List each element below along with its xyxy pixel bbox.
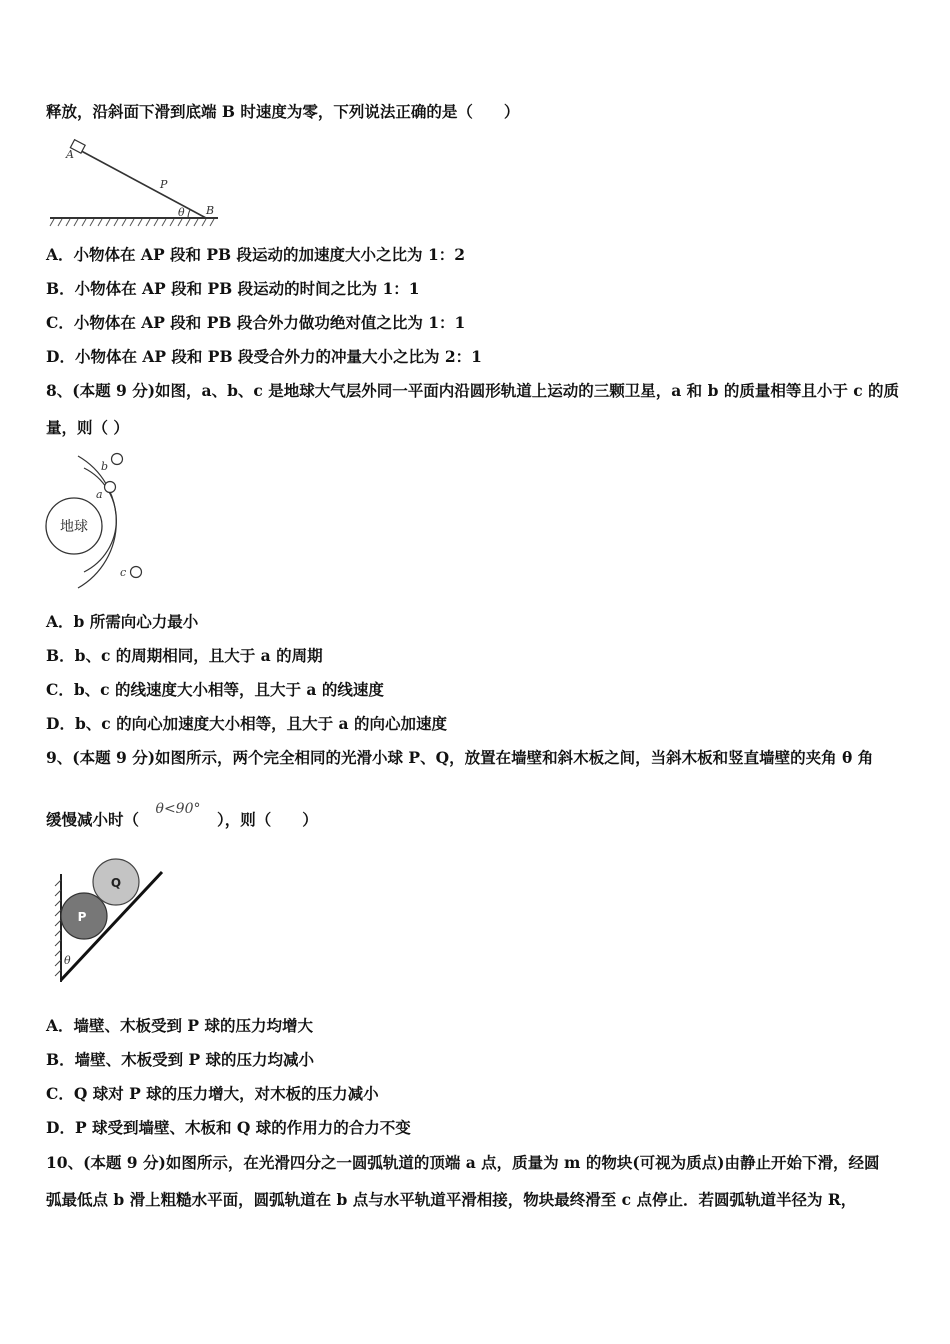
q8-option-a[interactable]: A．b 所需向心力最小 bbox=[46, 612, 199, 631]
q7-option-b[interactable]: B．小物体在 AP 段和 PB 段运动的时间之比为 1：1 bbox=[46, 279, 420, 298]
q9-option-c[interactable]: C．Q 球对 P 球的压力增大，对木板的压力减小 bbox=[46, 1084, 379, 1103]
q7-option-d[interactable]: D．小物体在 AP 段和 PB 段受合外力的冲量大小之比为 2：1 bbox=[46, 347, 482, 366]
q8-option-c[interactable]: C．b、c 的线速度大小相等，且大于 a 的线速度 bbox=[46, 680, 384, 699]
earth-label: 地球 bbox=[60, 519, 88, 535]
incline-figure bbox=[46, 140, 226, 230]
q8-option-d[interactable]: D．b、c 的向心加速度大小相等，且大于 a 的向心加速度 bbox=[46, 714, 447, 733]
q9-suffix: ），则（ ） bbox=[217, 810, 318, 829]
orbit-figure bbox=[44, 450, 174, 595]
q9-stem-line1: 9、(本题 9 分)如图所示，两个完全相同的光滑小球 P、Q，放置在墙壁和斜木板之间，当斜木板和竖直墙壁的夹角 θ 角 bbox=[46, 748, 874, 767]
q9-condition: θ<90° bbox=[155, 801, 201, 817]
ball-Q-label: Q bbox=[110, 876, 122, 890]
q8-stem-line2: 量，则（ ） bbox=[46, 418, 129, 437]
q7-option-a[interactable]: A．小物体在 AP 段和 PB 段运动的加速度大小之比为 1：2 bbox=[46, 245, 466, 264]
label-a: a bbox=[96, 488, 103, 501]
label-c: c bbox=[120, 566, 127, 579]
satellite-b bbox=[112, 454, 123, 465]
q10-stem-line2: 弧最低点 b 滑上粗糙水平面，圆弧轨道在 b 点与水平轨道平滑相接，物块最终滑至 c 点停止．若圆弧轨道半径为 R， bbox=[46, 1190, 857, 1209]
label-B: B bbox=[206, 204, 215, 217]
satellite-c bbox=[131, 567, 142, 578]
q9-option-d[interactable]: D．P 球受到墙壁、木板和 Q 球的作用力的合力不变 bbox=[46, 1118, 411, 1137]
satellite-a bbox=[105, 482, 116, 493]
q7-intro: 释放，沿斜面下滑到底端 B 时速度为零，下列说法正确的是（ ） bbox=[46, 102, 520, 121]
q8-option-b[interactable]: B．b、c 的周期相同，且大于 a 的周期 bbox=[46, 646, 323, 665]
q9-option-a[interactable]: A．墙壁、木板受到 P 球的压力均增大 bbox=[46, 1016, 313, 1035]
q7-option-c[interactable]: C．小物体在 AP 段和 PB 段合外力做功绝对值之比为 1：1 bbox=[46, 313, 466, 332]
q9-stem-line2 bbox=[46, 801, 318, 831]
q9-prefix: 缓慢减小时（ bbox=[46, 810, 140, 829]
ball-P-label: P bbox=[77, 910, 87, 924]
q10-stem-line1: 10、(本题 9 分)如图所示，在光滑四分之一圆弧轨道的顶端 a 点，质量为 m 的物块(可视为质点)由静止开始下滑，经圆 bbox=[46, 1153, 880, 1172]
q9-option-b[interactable]: B．墙壁、木板受到 P 球的压力均减小 bbox=[46, 1050, 315, 1069]
label-b: b bbox=[101, 460, 109, 473]
label-theta: θ bbox=[178, 206, 185, 219]
balls-figure bbox=[52, 852, 172, 987]
q8-stem-line1: 8、(本题 9 分)如图，a、b、c 是地球大气层外同一平面内沿圆形轨道上运动的三颗卫星，a 和 b 的质量相等且小于 c 的质 bbox=[46, 381, 900, 400]
label-A: A bbox=[66, 148, 74, 161]
label-theta-9: θ bbox=[64, 954, 71, 967]
label-P: P bbox=[160, 178, 168, 191]
